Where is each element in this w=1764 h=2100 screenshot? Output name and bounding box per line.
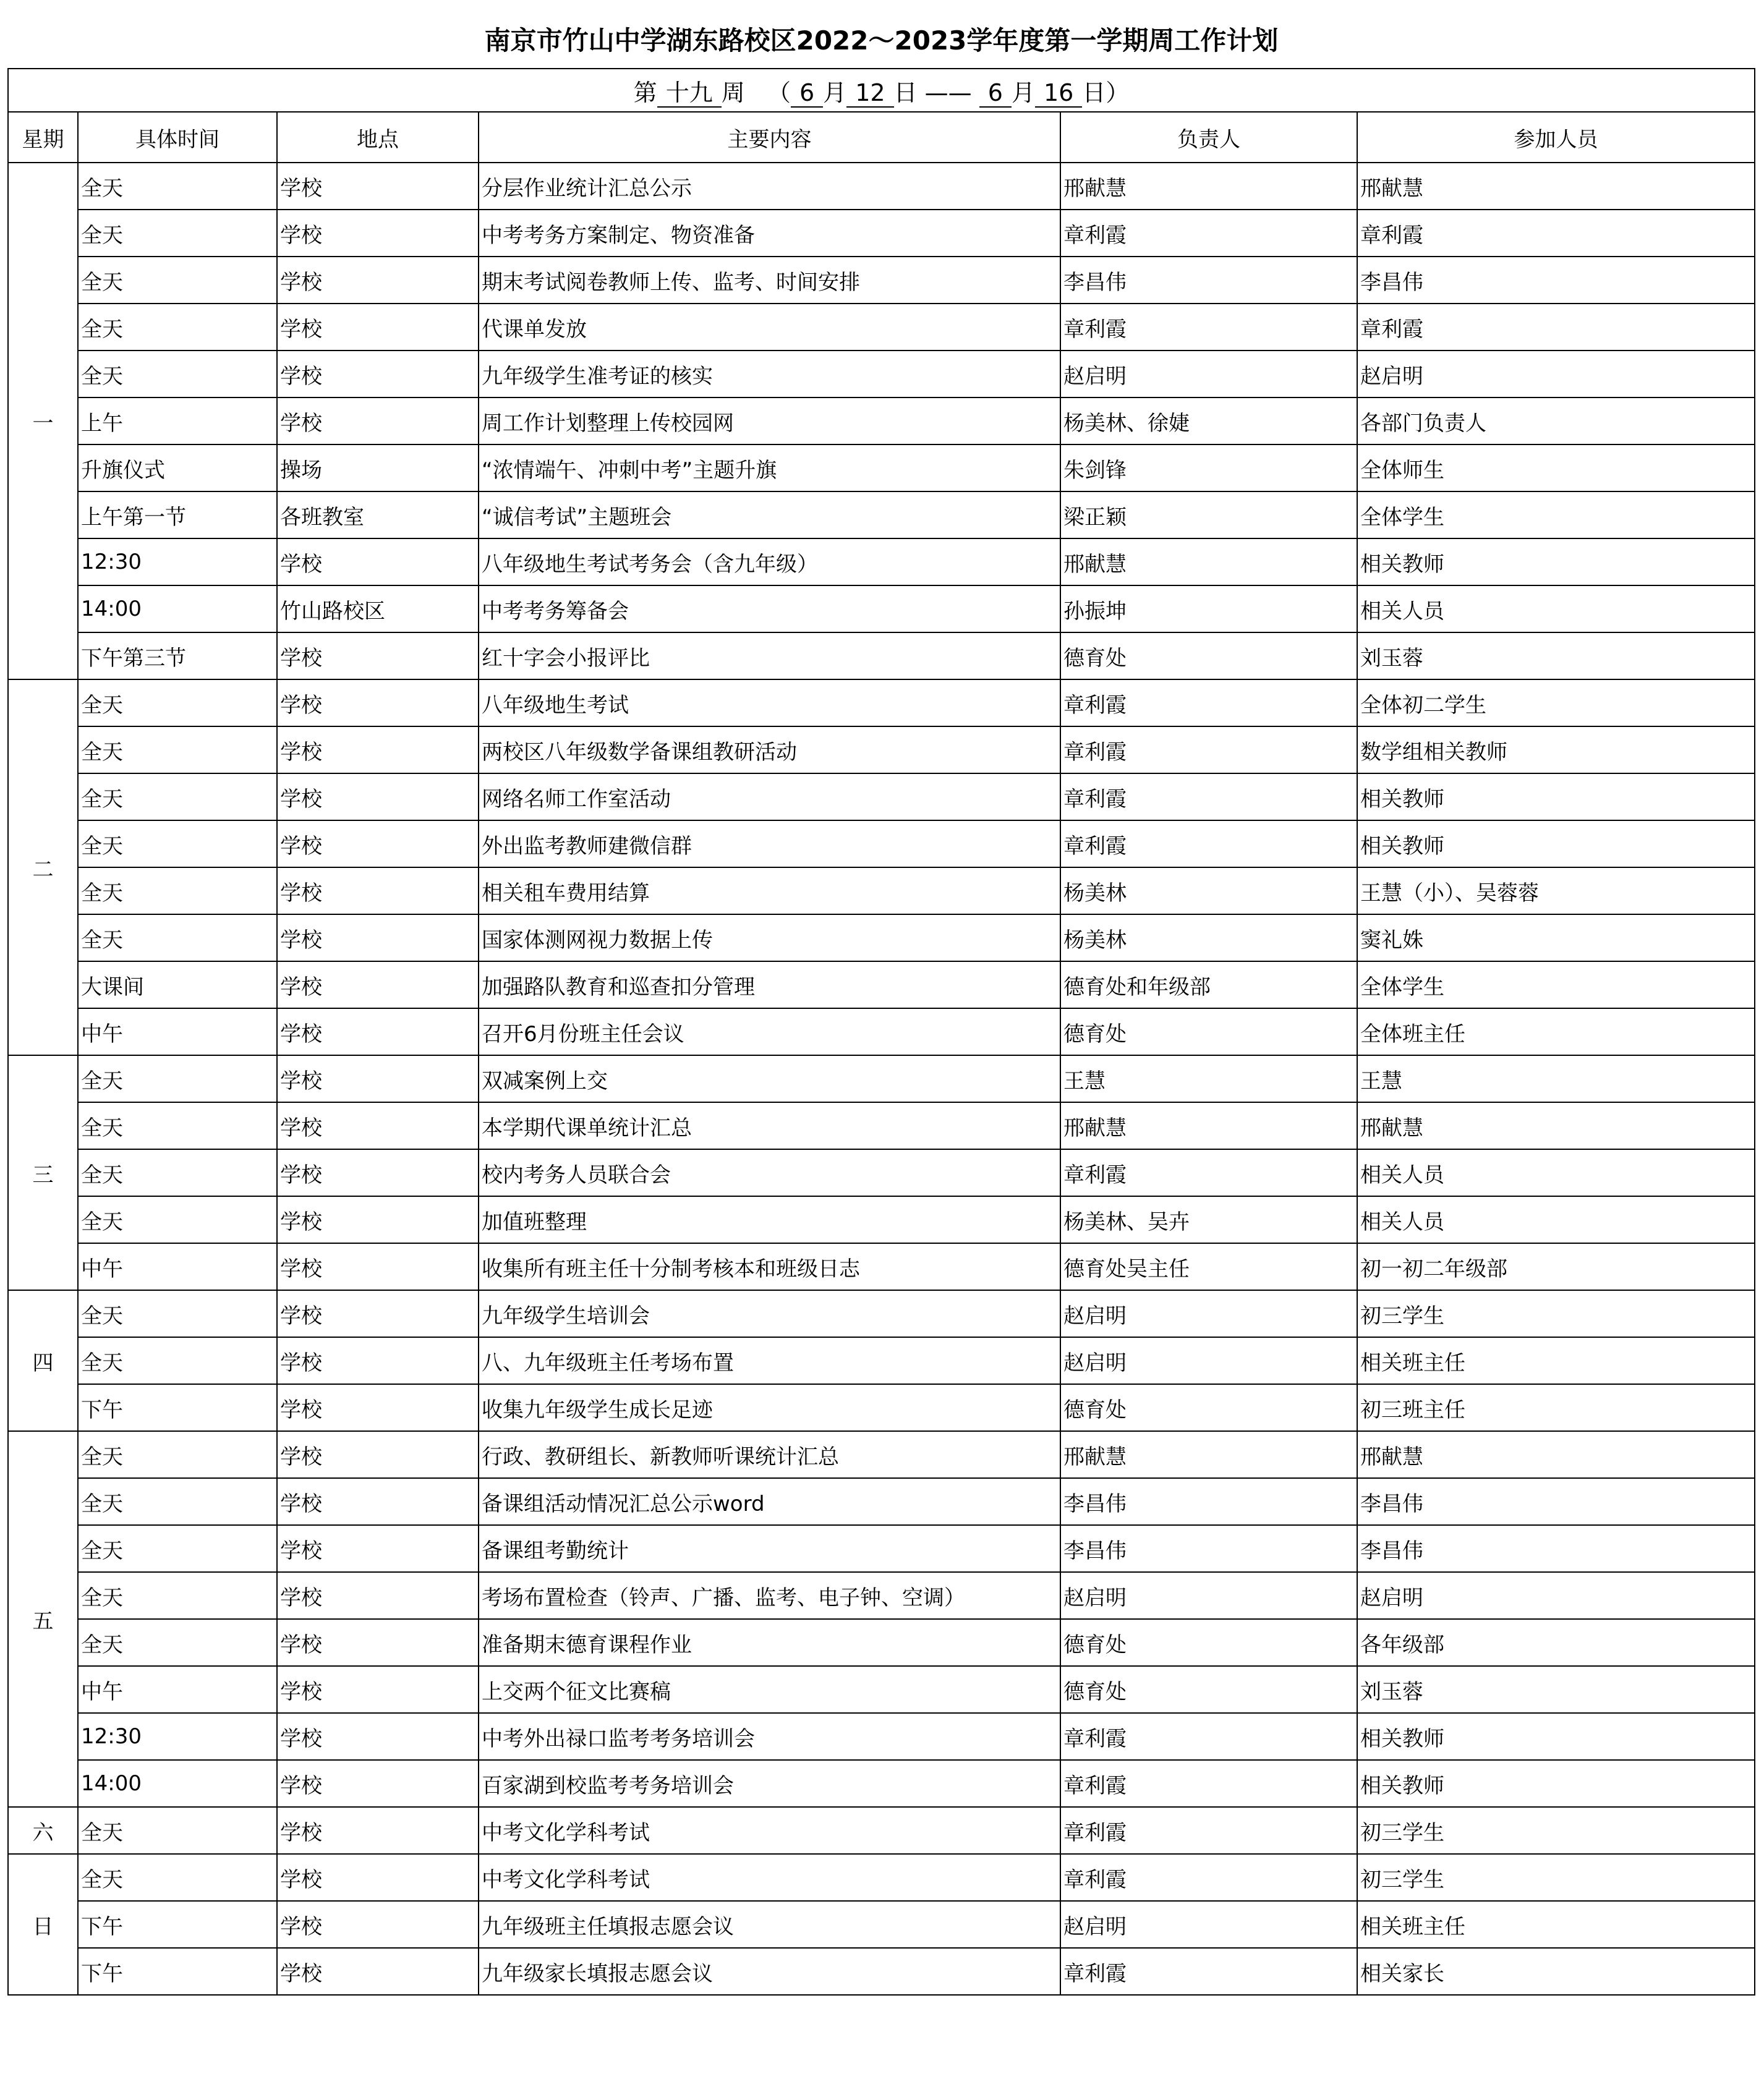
time-cell: 全天 — [78, 1619, 277, 1666]
owner-cell: 赵启明 — [1060, 351, 1357, 397]
location-cell: 操场 — [277, 444, 479, 491]
content-cell: 考场布置检查（铃声、广播、监考、电子钟、空调） — [479, 1572, 1060, 1619]
owner-cell: 章利霞 — [1060, 210, 1357, 257]
content-cell: 上交两个征文比赛稿 — [479, 1666, 1060, 1713]
location-cell: 学校 — [277, 1243, 479, 1290]
owner-cell: 德育处 — [1060, 1666, 1357, 1713]
content-cell: 九年级班主任填报志愿会议 — [479, 1901, 1060, 1948]
time-cell: 全天 — [78, 1055, 277, 1102]
participants-cell: 相关人员 — [1357, 1196, 1755, 1243]
location-cell: 学校 — [277, 1948, 479, 1995]
table-row — [8, 1713, 1755, 1760]
participants-cell: 王慧（小）、吴蓉蓉 — [1357, 867, 1755, 914]
range-dash: —— — [924, 79, 972, 106]
content-cell: 备课组考勤统计 — [479, 1525, 1060, 1572]
header-owner: 负责人 — [1060, 112, 1357, 163]
location-cell: 学校 — [277, 1008, 479, 1055]
location-cell: 学校 — [277, 397, 479, 444]
table-row — [8, 585, 1755, 632]
owner-cell: 章利霞 — [1060, 1149, 1357, 1196]
table-row — [8, 163, 1755, 210]
participants-cell: 初三学生 — [1357, 1807, 1755, 1854]
location-cell: 学校 — [277, 257, 479, 304]
table-row — [8, 304, 1755, 351]
table-row — [8, 820, 1755, 867]
owner-cell: 杨美林、徐婕 — [1060, 397, 1357, 444]
weekday-cell: 一 — [8, 163, 78, 679]
participants-cell: 相关人员 — [1357, 585, 1755, 632]
location-cell: 学校 — [277, 726, 479, 773]
table-row — [8, 1290, 1755, 1337]
table-row — [8, 679, 1755, 726]
content-cell: 中考考务筹备会 — [479, 585, 1060, 632]
table-row — [8, 1196, 1755, 1243]
time-cell: 全天 — [78, 1196, 277, 1243]
location-cell: 学校 — [277, 1666, 479, 1713]
owner-cell: 邢献慧 — [1060, 538, 1357, 585]
open-paren: （ — [767, 79, 791, 106]
location-cell: 竹山路校区 — [277, 585, 479, 632]
header-row — [8, 112, 1755, 163]
table-row — [8, 538, 1755, 585]
location-cell: 学校 — [277, 351, 479, 397]
owner-cell: 邢献慧 — [1060, 163, 1357, 210]
content-cell: 双减案例上交 — [479, 1055, 1060, 1102]
location-cell: 学校 — [277, 914, 479, 961]
time-cell: 下午 — [78, 1384, 277, 1431]
location-cell: 学校 — [277, 538, 479, 585]
time-cell: 大课间 — [78, 961, 277, 1008]
owner-cell: 孙振坤 — [1060, 585, 1357, 632]
time-cell: 12:30 — [78, 1713, 277, 1760]
schedule-sheet — [7, 9, 1754, 1996]
participants-cell: 王慧 — [1357, 1055, 1755, 1102]
owner-cell: 章利霞 — [1060, 726, 1357, 773]
time-cell: 上午第一节 — [78, 491, 277, 538]
start-month: 6 — [791, 79, 823, 108]
table-row — [8, 867, 1755, 914]
participants-cell: 赵启明 — [1357, 351, 1755, 397]
participants-cell: 邢献慧 — [1357, 163, 1755, 210]
content-cell: 中考文化学科考试 — [479, 1854, 1060, 1901]
time-cell: 全天 — [78, 1572, 277, 1619]
time-cell: 下午第三节 — [78, 632, 277, 679]
location-cell: 学校 — [277, 867, 479, 914]
location-cell: 学校 — [277, 163, 479, 210]
owner-cell: 赵启明 — [1060, 1337, 1357, 1384]
header-weekday: 星期 — [8, 112, 78, 163]
content-cell: 本学期代课单统计汇总 — [479, 1102, 1060, 1149]
table-row — [8, 1431, 1755, 1478]
owner-cell: 章利霞 — [1060, 1807, 1357, 1854]
end-day: 16 — [1035, 79, 1082, 108]
weekday-cell: 六 — [8, 1807, 78, 1854]
participants-cell: 刘玉蓉 — [1357, 1666, 1755, 1713]
location-cell: 学校 — [277, 1055, 479, 1102]
time-cell: 全天 — [78, 1337, 277, 1384]
table-row — [8, 1055, 1755, 1102]
time-cell: 全天 — [78, 163, 277, 210]
weekday-cell: 日 — [8, 1854, 78, 1995]
table-row — [8, 1572, 1755, 1619]
table-row — [8, 1854, 1755, 1901]
content-cell: 准备期末德育课程作业 — [479, 1619, 1060, 1666]
table-row — [8, 444, 1755, 491]
content-cell: 九年级学生准考证的核实 — [479, 351, 1060, 397]
participants-cell: 李昌伟 — [1357, 257, 1755, 304]
location-cell: 学校 — [277, 1854, 479, 1901]
owner-cell: 章利霞 — [1060, 1854, 1357, 1901]
participants-cell: 全体学生 — [1357, 961, 1755, 1008]
content-cell: 外出监考教师建微信群 — [479, 820, 1060, 867]
content-cell: 加强路队教育和巡查扣分管理 — [479, 961, 1060, 1008]
location-cell: 学校 — [277, 820, 479, 867]
time-cell: 14:00 — [78, 1760, 277, 1807]
participants-cell: 章利霞 — [1357, 210, 1755, 257]
owner-cell: 梁正颖 — [1060, 491, 1357, 538]
time-cell: 中午 — [78, 1243, 277, 1290]
content-cell: 九年级家长填报志愿会议 — [479, 1948, 1060, 1995]
owner-cell: 德育处 — [1060, 1384, 1357, 1431]
owner-cell: 章利霞 — [1060, 1713, 1357, 1760]
time-cell: 全天 — [78, 304, 277, 351]
table-row — [8, 1760, 1755, 1807]
time-cell: 全天 — [78, 867, 277, 914]
location-cell: 学校 — [277, 304, 479, 351]
location-cell: 学校 — [277, 679, 479, 726]
participants-cell: 李昌伟 — [1357, 1525, 1755, 1572]
participants-cell: 初三班主任 — [1357, 1384, 1755, 1431]
owner-cell: 杨美林 — [1060, 867, 1357, 914]
time-cell: 全天 — [78, 726, 277, 773]
header-content: 主要内容 — [479, 112, 1060, 163]
content-cell: 网络名师工作室活动 — [479, 773, 1060, 820]
table-body — [8, 9, 1755, 1995]
header-participants: 参加人员 — [1357, 112, 1755, 163]
time-cell: 中午 — [78, 1666, 277, 1713]
time-cell: 全天 — [78, 351, 277, 397]
location-cell: 学校 — [277, 1901, 479, 1948]
participants-cell: 相关教师 — [1357, 773, 1755, 820]
content-cell: 中考文化学科考试 — [479, 1807, 1060, 1854]
location-cell: 学校 — [277, 210, 479, 257]
table-row — [8, 257, 1755, 304]
time-cell: 全天 — [78, 1431, 277, 1478]
content-cell: 红十字会小报评比 — [479, 632, 1060, 679]
owner-cell: 章利霞 — [1060, 1760, 1357, 1807]
owner-cell: 德育处吴主任 — [1060, 1243, 1357, 1290]
table-row — [8, 351, 1755, 397]
owner-cell: 杨美林 — [1060, 914, 1357, 961]
content-cell: 分层作业统计汇总公示 — [479, 163, 1060, 210]
content-cell: 中考外出禄口监考考务培训会 — [479, 1713, 1060, 1760]
week-number: 十九 — [657, 79, 722, 108]
time-cell: 上午 — [78, 397, 277, 444]
content-cell: 中考考务方案制定、物资准备 — [479, 210, 1060, 257]
participants-cell: 窦礼姝 — [1357, 914, 1755, 961]
weekday-cell: 四 — [8, 1290, 78, 1431]
content-cell: 召开6月份班主任会议 — [479, 1008, 1060, 1055]
content-cell: “诚信考试”主题班会 — [479, 491, 1060, 538]
content-cell: 备课组活动情况汇总公示word — [479, 1478, 1060, 1525]
participants-cell: 全体师生 — [1357, 444, 1755, 491]
owner-cell: 德育处和年级部 — [1060, 961, 1357, 1008]
participants-cell: 相关教师 — [1357, 538, 1755, 585]
time-cell: 全天 — [78, 1290, 277, 1337]
time-cell: 全天 — [78, 1149, 277, 1196]
owner-cell: 德育处 — [1060, 1619, 1357, 1666]
participants-cell: 相关教师 — [1357, 1713, 1755, 1760]
content-cell: 八年级地生考试考务会（含九年级） — [479, 538, 1060, 585]
table-row — [8, 1948, 1755, 1995]
location-cell: 学校 — [277, 1619, 479, 1666]
table-row — [8, 1149, 1755, 1196]
location-cell: 学校 — [277, 773, 479, 820]
location-cell: 学校 — [277, 1149, 479, 1196]
owner-cell: 赵启明 — [1060, 1290, 1357, 1337]
content-cell: 百家湖到校监考考务培训会 — [479, 1760, 1060, 1807]
participants-cell: 初一初二年级部 — [1357, 1243, 1755, 1290]
content-cell: 行政、教研组长、新教师听课统计汇总 — [479, 1431, 1060, 1478]
table-row — [8, 397, 1755, 444]
participants-cell: 赵启明 — [1357, 1572, 1755, 1619]
table-row — [8, 632, 1755, 679]
table-row — [8, 1666, 1755, 1713]
time-cell: 14:00 — [78, 585, 277, 632]
location-cell: 学校 — [277, 1102, 479, 1149]
time-cell: 全天 — [78, 1478, 277, 1525]
participants-cell: 数学组相关教师 — [1357, 726, 1755, 773]
header-time: 具体时间 — [78, 112, 277, 163]
location-cell: 学校 — [277, 1196, 479, 1243]
time-cell: 全天 — [78, 1102, 277, 1149]
table-row — [8, 210, 1755, 257]
table-row — [8, 1243, 1755, 1290]
table-row — [8, 1525, 1755, 1572]
owner-cell: 德育处 — [1060, 632, 1357, 679]
owner-cell: 章利霞 — [1060, 820, 1357, 867]
week-word: 周 — [721, 79, 745, 106]
owner-cell: 杨美林、吴卉 — [1060, 1196, 1357, 1243]
end-month: 6 — [979, 79, 1012, 108]
time-cell: 中午 — [78, 1008, 277, 1055]
table-row — [8, 1102, 1755, 1149]
title-row — [8, 9, 1755, 69]
month-word-1: 月 — [823, 79, 847, 106]
participants-cell: 初三学生 — [1357, 1290, 1755, 1337]
participants-cell: 相关教师 — [1357, 820, 1755, 867]
owner-cell: 李昌伟 — [1060, 1525, 1357, 1572]
location-cell: 学校 — [277, 1760, 479, 1807]
location-cell: 学校 — [277, 1478, 479, 1525]
participants-cell: 章利霞 — [1357, 304, 1755, 351]
time-cell: 升旗仪式 — [78, 444, 277, 491]
week-range — [8, 69, 1755, 112]
time-cell: 全天 — [78, 210, 277, 257]
header-location: 地点 — [277, 112, 479, 163]
table-row — [8, 914, 1755, 961]
location-cell: 学校 — [277, 1431, 479, 1478]
table-row — [8, 773, 1755, 820]
table-row — [8, 726, 1755, 773]
time-cell: 全天 — [78, 1807, 277, 1854]
participants-cell: 刘玉蓉 — [1357, 632, 1755, 679]
owner-cell: 德育处 — [1060, 1008, 1357, 1055]
table-row — [8, 1337, 1755, 1384]
participants-cell: 各年级部 — [1357, 1619, 1755, 1666]
content-cell: 加值班整理 — [479, 1196, 1060, 1243]
owner-cell: 赵启明 — [1060, 1901, 1357, 1948]
owner-cell: 邢献慧 — [1060, 1102, 1357, 1149]
participants-cell: 全体初二学生 — [1357, 679, 1755, 726]
table-row — [8, 1478, 1755, 1525]
owner-cell: 章利霞 — [1060, 679, 1357, 726]
weekday-cell: 二 — [8, 679, 78, 1055]
content-cell: 九年级学生培训会 — [479, 1290, 1060, 1337]
location-cell: 各班教室 — [277, 491, 479, 538]
content-cell: 相关租车费用结算 — [479, 867, 1060, 914]
time-cell: 全天 — [78, 773, 277, 820]
participants-cell: 全体学生 — [1357, 491, 1755, 538]
participants-cell: 相关班主任 — [1357, 1337, 1755, 1384]
owner-cell: 李昌伟 — [1060, 257, 1357, 304]
content-cell: 周工作计划整理上传校园网 — [479, 397, 1060, 444]
content-cell: 收集所有班主任十分制考核本和班级日志 — [479, 1243, 1060, 1290]
weekday-cell: 三 — [8, 1055, 78, 1290]
participants-cell: 相关教师 — [1357, 1760, 1755, 1807]
location-cell: 学校 — [277, 1713, 479, 1760]
participants-cell: 邢献慧 — [1357, 1102, 1755, 1149]
location-cell: 学校 — [277, 961, 479, 1008]
participants-cell: 李昌伟 — [1357, 1478, 1755, 1525]
location-cell: 学校 — [277, 1572, 479, 1619]
table-row — [8, 1619, 1755, 1666]
weekday-cell: 五 — [8, 1431, 78, 1807]
content-cell: 两校区八年级数学备课组教研活动 — [479, 726, 1060, 773]
location-cell: 学校 — [277, 1807, 479, 1854]
day-word-1: 日 — [893, 79, 918, 106]
location-cell: 学校 — [277, 632, 479, 679]
participants-cell: 相关人员 — [1357, 1149, 1755, 1196]
weekly-plan-table — [7, 9, 1755, 1996]
table-row — [8, 961, 1755, 1008]
owner-cell: 章利霞 — [1060, 304, 1357, 351]
content-cell: 期末考试阅卷教师上传、监考、时间安排 — [479, 257, 1060, 304]
content-cell: 校内考务人员联合会 — [479, 1149, 1060, 1196]
time-cell: 全天 — [78, 257, 277, 304]
content-cell: 八年级地生考试 — [479, 679, 1060, 726]
location-cell: 学校 — [277, 1337, 479, 1384]
participants-cell: 各部门负责人 — [1357, 397, 1755, 444]
owner-cell: 朱剑锋 — [1060, 444, 1357, 491]
participants-cell: 邢献慧 — [1357, 1431, 1755, 1478]
owner-cell: 王慧 — [1060, 1055, 1357, 1102]
owner-cell: 李昌伟 — [1060, 1478, 1357, 1525]
week-row — [8, 69, 1755, 112]
content-cell: “浓情端午、冲刺中考”主题升旗 — [479, 444, 1060, 491]
content-cell: 八、九年级班主任考场布置 — [479, 1337, 1060, 1384]
table-row — [8, 1008, 1755, 1055]
participants-cell: 全体班主任 — [1357, 1008, 1755, 1055]
page-title: 南京市竹山中学湖东路校区2022～2023学年度第一学期周工作计划 — [8, 9, 1755, 69]
content-cell: 国家体测网视力数据上传 — [479, 914, 1060, 961]
week-prefix: 第 — [633, 79, 657, 106]
content-cell: 收集九年级学生成长足迹 — [479, 1384, 1060, 1431]
month-word-2: 月 — [1011, 79, 1035, 106]
participants-cell: 相关家长 — [1357, 1948, 1755, 1995]
day-word-2: 日） — [1082, 79, 1130, 106]
start-day: 12 — [846, 79, 893, 108]
table-row — [8, 491, 1755, 538]
time-cell: 全天 — [78, 1525, 277, 1572]
table-row — [8, 1384, 1755, 1431]
time-cell: 全天 — [78, 914, 277, 961]
table-row — [8, 1901, 1755, 1948]
time-cell: 下午 — [78, 1901, 277, 1948]
location-cell: 学校 — [277, 1384, 479, 1431]
participants-cell: 相关班主任 — [1357, 1901, 1755, 1948]
participants-cell: 初三学生 — [1357, 1854, 1755, 1901]
time-cell: 全天 — [78, 679, 277, 726]
owner-cell: 章利霞 — [1060, 1948, 1357, 1995]
table-row — [8, 1807, 1755, 1854]
location-cell: 学校 — [277, 1290, 479, 1337]
time-cell: 全天 — [78, 820, 277, 867]
time-cell: 全天 — [78, 1854, 277, 1901]
time-cell: 12:30 — [78, 538, 277, 585]
owner-cell: 赵启明 — [1060, 1572, 1357, 1619]
owner-cell: 章利霞 — [1060, 773, 1357, 820]
owner-cell: 邢献慧 — [1060, 1431, 1357, 1478]
content-cell: 代课单发放 — [479, 304, 1060, 351]
time-cell: 下午 — [78, 1948, 277, 1995]
location-cell: 学校 — [277, 1525, 479, 1572]
